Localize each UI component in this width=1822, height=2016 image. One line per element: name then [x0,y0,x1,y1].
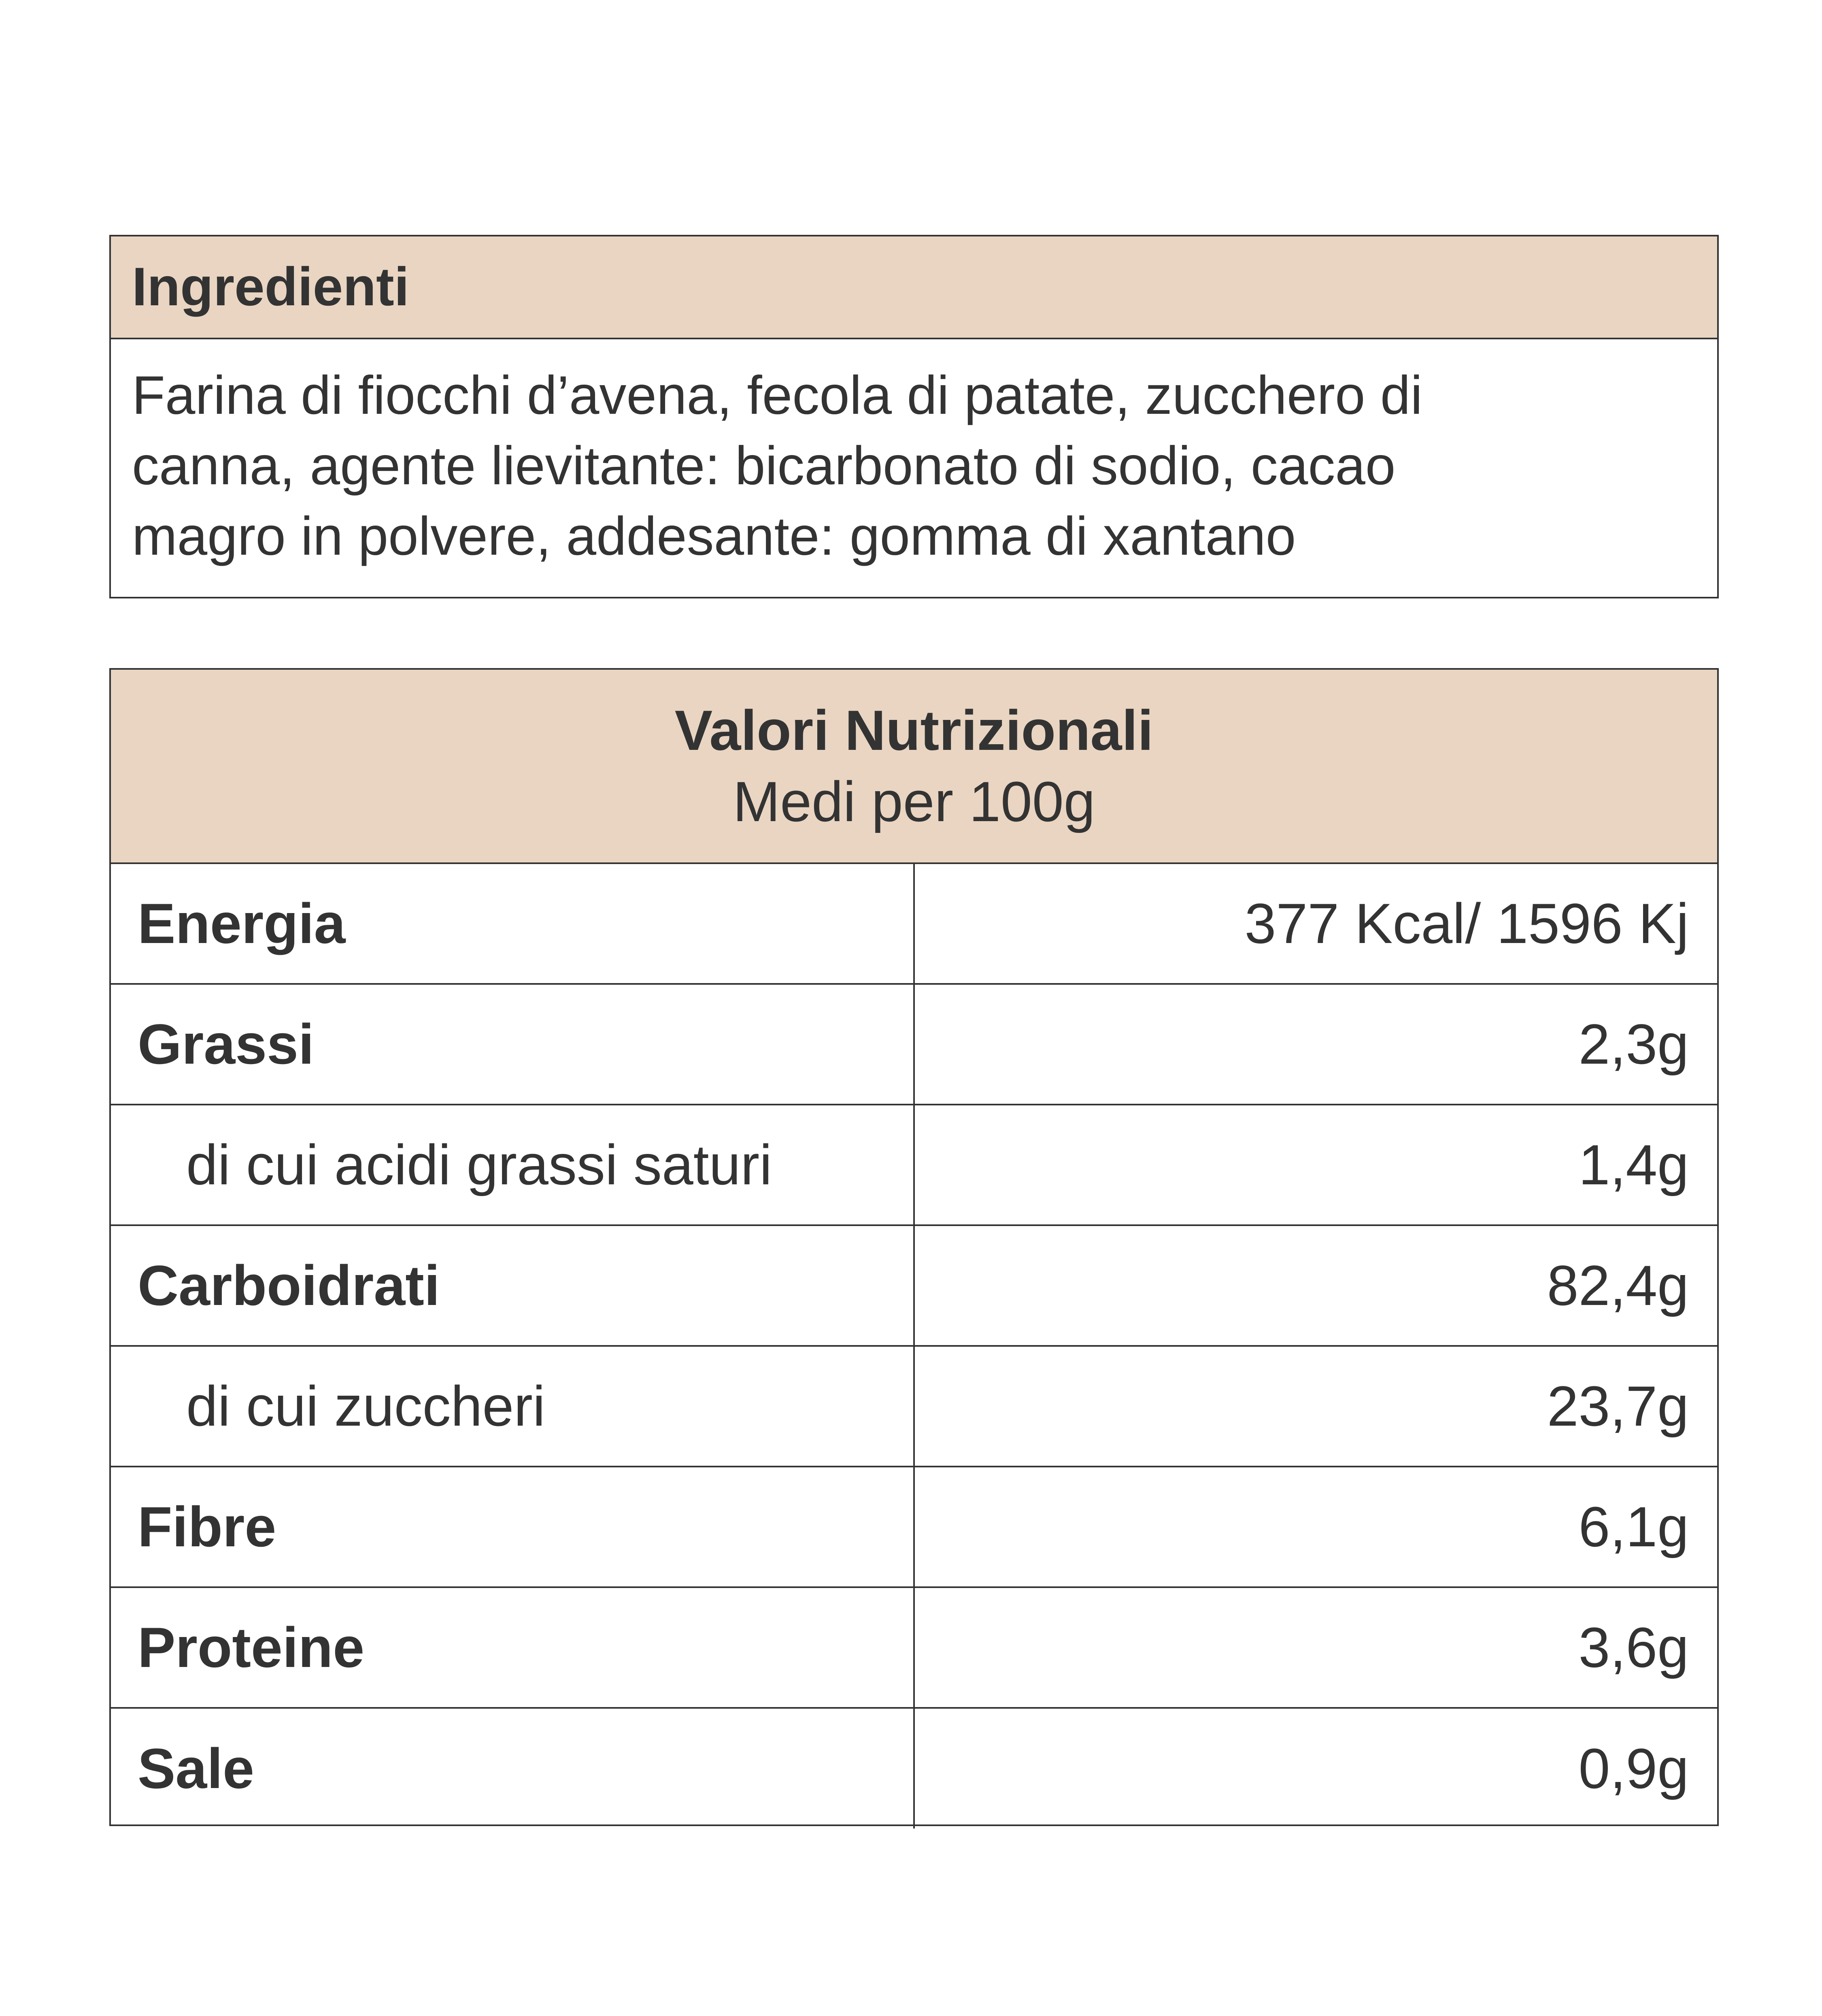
nutrition-rows [111,864,1717,1829]
nutrition-table [109,668,1719,1826]
nutrient-label: Sale [111,1709,915,1829]
nutrient-value: 0,9g [1578,1737,1689,1800]
nutrient-value: 377 Kcal/ 1596 Kj [1244,892,1689,955]
nutrient-label: Carboidrati [111,1226,915,1345]
nutrient-value: 3,6g [1578,1616,1689,1679]
ingredients-header [111,236,1717,339]
nutrient-value: 23,7g [1547,1374,1689,1438]
nutrition-row-fibre [111,1467,1717,1588]
nutrient-sublabel: di cui acidi grassi saturi [111,1105,915,1224]
nutrition-row-zuccheri [111,1347,1717,1467]
nutrient-label: Grassi [111,985,915,1104]
nutrient-value: 6,1g [1578,1495,1689,1558]
nutrient-sublabel: di cui zuccheri [111,1347,915,1466]
ingredients-title: Ingredienti [132,257,409,317]
nutrition-header [111,670,1717,864]
nutrition-row-sale [111,1709,1717,1829]
nutrition-subtitle: Medi per 100g [733,770,1095,833]
ingredients-text: Farina di fiocchi d’avena, fecola di patate, zucchero di canna, agente lievitante: bicarbonato di sodio, cacao magro in polvere, addesante: gomma di xantano [132,365,1423,566]
nutrient-label: Fibre [111,1467,915,1586]
nutrition-row-grassi [111,985,1717,1105]
nutrition-row-saturi [111,1105,1717,1226]
nutrition-title: Valori Nutrizionali [674,698,1154,762]
nutrient-value: 82,4g [1547,1254,1689,1317]
nutrient-value: 1,4g [1578,1133,1689,1196]
nutrition-row-carboidrati [111,1226,1717,1347]
nutrient-value: 2,3g [1578,1012,1689,1076]
nutrition-row-energia [111,864,1717,985]
nutrient-label: Proteine [111,1588,915,1707]
ingredients-box [109,235,1719,598]
nutrient-label: Energia [111,864,915,983]
nutrition-row-proteine [111,1588,1717,1709]
